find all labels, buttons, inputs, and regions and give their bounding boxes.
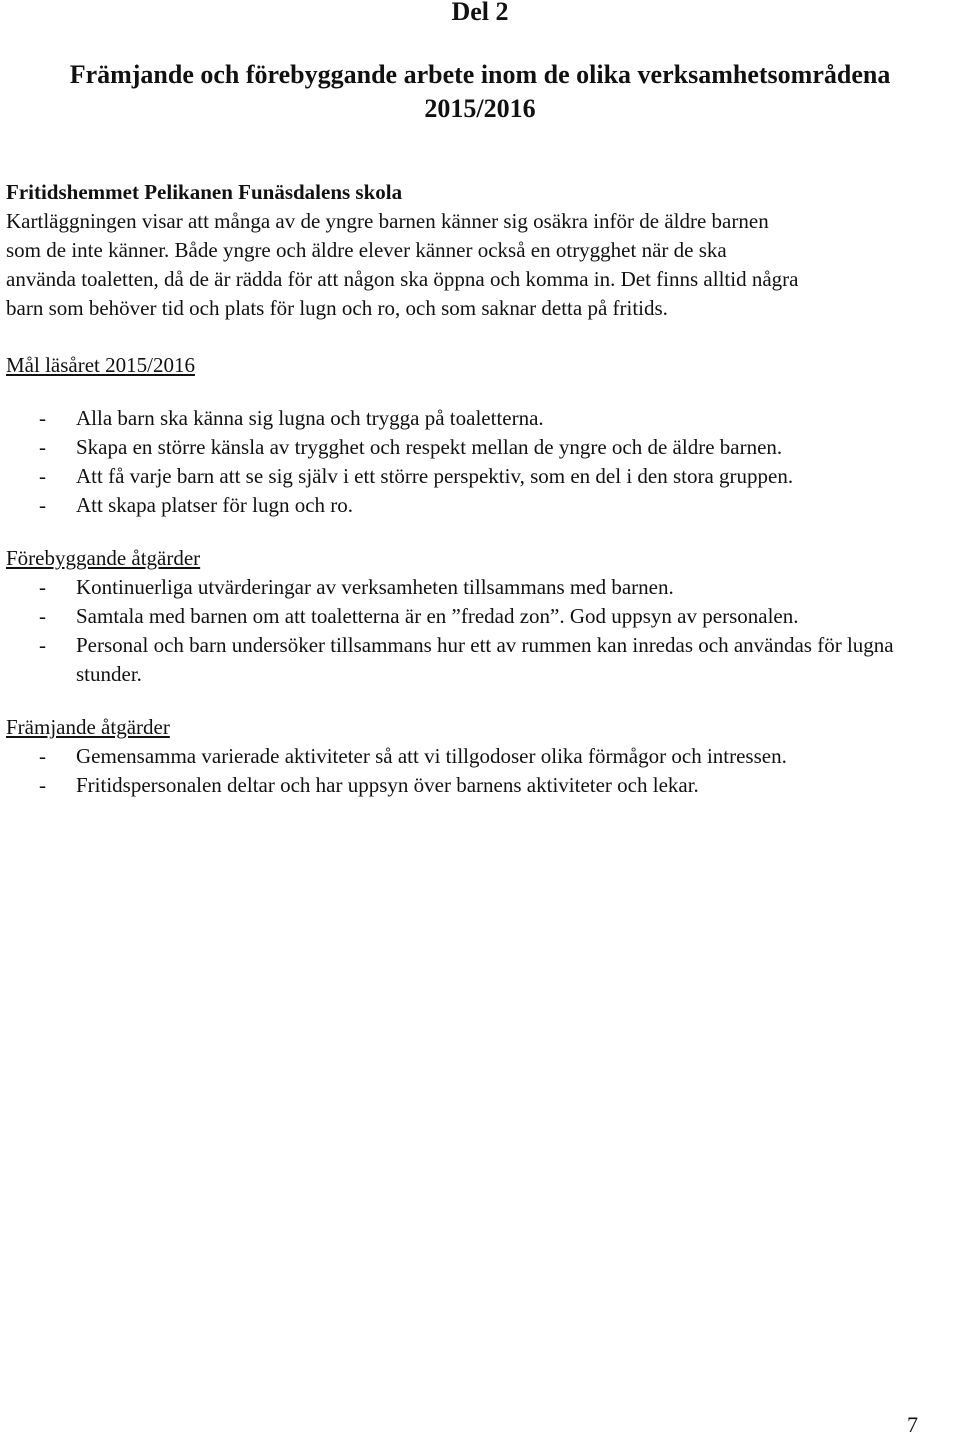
goals-list — [6, 404, 954, 520]
list-item — [6, 491, 954, 520]
list-item — [6, 404, 954, 433]
goal-item-text: Att få varje barn att se sig själv i ett större perspektiv, som en del i den stora gruppen. — [76, 464, 794, 488]
goal-item-text: Skapa en större känsla av trygghet och respekt mellan de yngre och de äldre barnen. — [76, 435, 783, 459]
part-label: Del 2 — [451, 0, 509, 26]
list-dash: - — [39, 464, 46, 488]
intro-paragraph — [6, 207, 954, 323]
list-item — [6, 573, 954, 602]
intro-line-3: använda toaletten, då de är rädda för att någon ska öppna och komma in. Det finns alltid några — [6, 267, 799, 291]
promoting-list — [6, 742, 954, 800]
list-dash: - — [39, 604, 46, 628]
goals-heading: Mål läsåret 2015/2016 — [6, 353, 195, 377]
list-dash: - — [39, 633, 46, 657]
preventive-item-text: Samtala med barnen om att toaletterna är en ”fredad zon”. God uppsyn av personalen. — [76, 604, 799, 628]
promoting-heading: Främjande åtgärder — [6, 715, 170, 739]
unit-heading: Fritidshemmet Pelikanen Funäsdalens skola — [6, 180, 403, 204]
goal-item-text: Att skapa platser för lugn och ro. — [76, 493, 354, 517]
list-dash: - — [39, 435, 46, 459]
list-dash: - — [39, 744, 46, 768]
list-dash: - — [39, 493, 46, 517]
list-dash: - — [39, 406, 46, 430]
list-item — [6, 771, 954, 800]
document-body — [6, 178, 954, 800]
intro-line-2: som de inte känner. Både yngre och äldre elever känner också en otrygghet när de ska — [6, 238, 727, 262]
preventive-item-text: Personal och barn undersöker tillsammans hur ett av rummen kan inredas och användas för lugna stunder. — [76, 633, 894, 686]
list-item — [6, 602, 954, 631]
intro-line-4: barn som behöver tid och plats för lugn och ro, och som saknar detta på fritids. — [6, 296, 668, 320]
list-dash: - — [39, 773, 46, 797]
list-dash: - — [39, 575, 46, 599]
page-title — [0, 58, 960, 126]
page-title-line-1: Främjande och förebyggande arbete inom de olika verksamhetsområdena — [69, 60, 891, 89]
page-number: 7 — [907, 1412, 918, 1437]
intro-line-1: Kartläggningen visar att många av de yngre barnen känner sig osäkra inför de äldre barnen — [6, 209, 769, 233]
list-item — [6, 462, 954, 491]
preventive-heading: Förebyggande åtgärder — [6, 546, 201, 570]
preventive-list — [6, 573, 954, 689]
list-item — [6, 742, 954, 771]
promoting-item-text: Gemensamma varierade aktiviteter så att vi tillgodoser olika förmågor och intressen. — [76, 744, 787, 768]
list-item — [6, 631, 954, 689]
page-title-line-2: 2015/2016 — [424, 94, 536, 123]
preventive-item-text: Kontinuerliga utvärderingar av verksamheten tillsammans med barnen. — [76, 575, 674, 599]
promoting-item-text: Fritidspersonalen deltar och har uppsyn över barnens aktiviteter och lekar. — [76, 773, 699, 797]
goal-item-text: Alla barn ska känna sig lugna och trygga på toaletterna. — [76, 406, 544, 430]
list-item — [6, 433, 954, 462]
